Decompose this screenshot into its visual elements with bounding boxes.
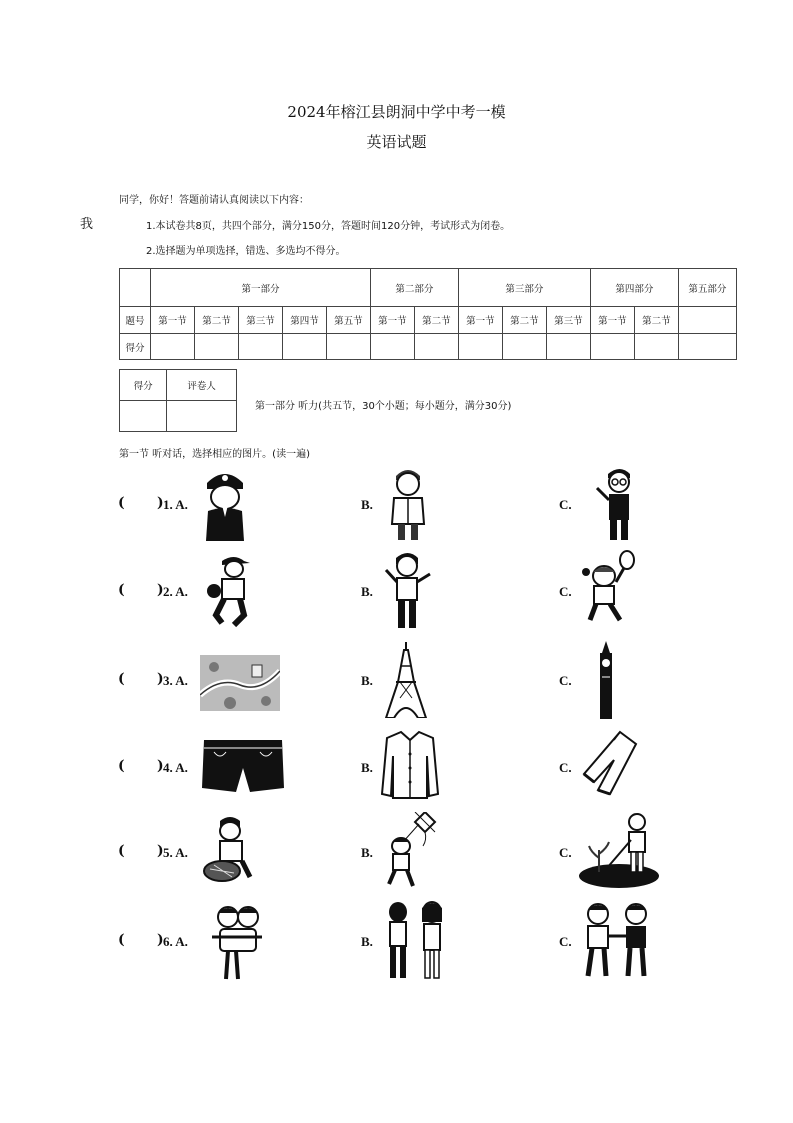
section-cell: 第一节 [151,307,195,334]
section-cell: 第三节 [546,307,590,334]
section-cell: 第二节 [414,307,458,334]
score-table [119,268,737,360]
section-cell: 第三节 [238,307,282,334]
option-c-label: C. [559,934,572,949]
section-cell: 第五节 [326,307,370,334]
question-number: 6. A. [163,934,188,949]
answer-paren-close: ) [157,582,164,598]
eiffel-tower-icon[interactable] [382,642,430,718]
option-b-label: B. [361,673,373,688]
section-cell: 第二节 [194,307,238,334]
washing-clothes-icon[interactable] [202,815,254,885]
option-c-label: C. [559,584,572,599]
baseball-player-icon[interactable] [204,553,254,629]
answer-blank[interactable] [126,494,158,514]
score-entry-cell[interactable] [414,334,458,360]
grader-name-cell[interactable] [167,401,237,432]
answer-blank[interactable] [126,757,158,777]
answer-blank[interactable] [126,581,158,601]
score-entry-cell[interactable] [502,334,546,360]
option-b-label: B. [361,934,373,949]
section-cell-empty [678,307,736,334]
answer-paren-open: ( [118,843,125,859]
shirt-icon[interactable] [381,730,439,800]
option-c-label: C. [559,845,572,860]
part-5-header: 第五部分 [678,269,736,307]
part-4-header: 第四部分 [590,269,678,307]
option-b-label: B. [361,760,373,775]
option-c-label: C. [559,760,572,775]
flying-kite-icon[interactable] [383,812,437,888]
score-entry-cell[interactable] [546,334,590,360]
answer-blank[interactable] [126,842,158,862]
rule-1: 1.本试卷共8页，共四个部分，满分150分，答题时间120分钟，考试形式为闭卷。 [146,221,511,232]
score-entry-cell[interactable] [326,334,370,360]
big-ben-icon[interactable] [596,641,616,719]
section-cell: 第一节 [370,307,414,334]
question-number: 2. A. [163,584,188,599]
grader-score-cell[interactable] [120,401,167,432]
part-1-title: 第一部分 听力(共五节，30个小题；每小题分，满分30分) [255,401,512,412]
answer-paren-open: ( [118,582,125,598]
option-c-label: C. [559,497,572,512]
answer-paren-close: ) [157,495,164,511]
answer-paren-close: ) [157,671,164,687]
grader-name-label: 评卷人 [167,370,237,401]
section-cell: 第一节 [458,307,502,334]
singer-icon[interactable] [380,550,436,630]
question-number: 4. A. [163,760,188,775]
grader-score-label: 得分 [120,370,167,401]
great-wall-icon[interactable] [200,655,280,711]
section-cell: 第一节 [590,307,634,334]
answer-paren-close: ) [157,758,164,774]
score-entry-cell[interactable] [370,334,414,360]
answer-paren-open: ( [118,932,125,948]
row-label-number: 题号 [120,307,151,334]
part-2-header: 第二部分 [370,269,458,307]
hugging-icon[interactable] [206,903,268,981]
section-cell: 第二节 [634,307,678,334]
trousers-icon[interactable] [580,730,638,800]
answer-paren-close: ) [157,843,164,859]
option-b-label: B. [361,584,373,599]
planting-tree-icon[interactable] [577,810,661,890]
option-b-label: B. [361,497,373,512]
bowing-icon[interactable] [384,900,446,980]
question-number: 1. A. [163,497,188,512]
score-entry-cell[interactable] [151,334,195,360]
answer-paren-open: ( [118,495,125,511]
teacher-icon[interactable] [596,464,640,540]
tennis-player-icon[interactable] [580,550,636,630]
section-cell: 第二节 [502,307,546,334]
score-entry-cell[interactable] [634,334,678,360]
section-cell: 第四节 [282,307,326,334]
side-mark: 我 [80,217,94,232]
score-entry-cell[interactable] [194,334,238,360]
grader-table [119,369,237,432]
question-number: 5. A. [163,845,188,860]
section-1-title: 第一节 听对话，选择相应的图片。(读一遍) [119,449,310,460]
answer-blank[interactable] [126,931,158,951]
score-entry-cell[interactable] [458,334,502,360]
page-title: 2024年榕江县朗洞中学中考一模 [287,103,506,121]
answer-paren-open: ( [118,758,125,774]
score-entry-cell[interactable] [282,334,326,360]
answer-blank[interactable] [126,670,158,690]
shaking-hands-icon[interactable] [580,900,660,980]
question-number: 3. A. [163,673,188,688]
score-entry-cell[interactable] [678,334,736,360]
score-entry-cell[interactable] [590,334,634,360]
police-officer-icon[interactable] [202,465,248,541]
option-b-label: B. [361,845,373,860]
greeting-text: 同学，你好！答题前请认真阅读以下内容： [119,195,309,206]
answer-paren-open: ( [118,671,125,687]
option-c-label: C. [559,673,572,688]
page-subtitle: 英语试题 [366,133,427,151]
answer-paren-close: ) [157,932,164,948]
doctor-icon[interactable] [388,464,428,540]
corner-cell [120,269,151,307]
part-1-header: 第一部分 [151,269,371,307]
score-entry-cell[interactable] [238,334,282,360]
row-label-score: 得分 [120,334,151,360]
part-3-header: 第三部分 [458,269,590,307]
shorts-icon[interactable] [200,738,286,794]
rule-2: 2.选择题为单项选择，错选、多选均不得分。 [146,246,346,257]
